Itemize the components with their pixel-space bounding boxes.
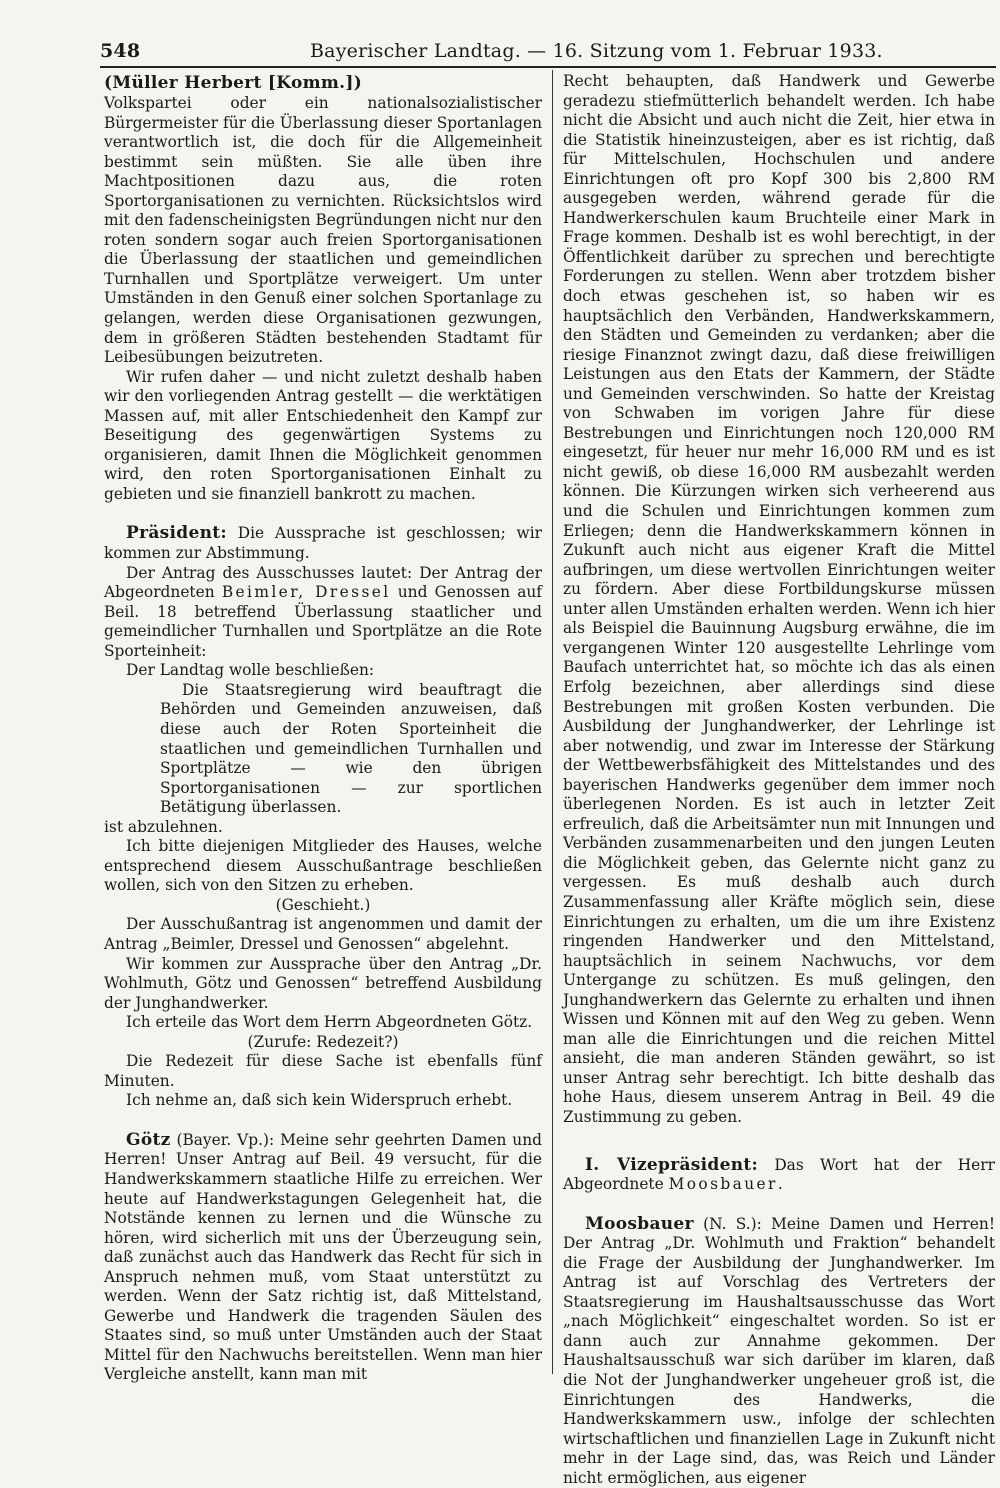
paragraph: Wir rufen daher — und nicht zuletzt deshalb haben wir den vorliegenden Antrag gestellt — die werktätigen Massen auf, mit aller Entschiedenheit den Kampf zur Beseitigung des gegenwärtigen Systems zu organisieren, damit Ihnen die Möglichkeit genommen wird, den roten Sportorganisationen Einhalt zu gebieten und sie finanziell bankrott zu machen. (104, 367, 542, 503)
running-head: Bayerischer Landtag. — 16. Sitzung vom 1. Februar 1933. (310, 40, 883, 62)
paragraph: Ich nehme an, daß sich kein Widerspruch erhebt. (126, 1091, 513, 1110)
header-rule (100, 66, 996, 68)
left-column (104, 72, 542, 1385)
paragraph: Präsident: Die Aussprache ist geschlossen; wir kommen zur Abstimmung. (104, 523, 542, 563)
motion-text: Die Staatsregierung wird beauftragt die Behörden und Gemeinden anzuweisen, daß diese auch der Roten Sporteinheit die staatlichen und gemeindlichen Turnhallen und Sportplätze — wie den übrigen Sportorganisationen — zur sportlichen Betätigung überlassen. (160, 680, 542, 817)
paragraph: Ich erteile das Wort dem Herrn Abgeordneten Götz. (126, 1013, 533, 1032)
paragraph: Volkspartei oder ein nationalsozialistischer Bürgermeister für die Überlassung dieser Sportanlagen verantwortlich ist, die doch für die Allgemeinheit bestimmt sein müßten. Sie alle üben ihre Machtpositionen dazu aus, die roten Sportorganisationen zu vernichten. Rücksichtslos wird mit den fadenscheinigsten Begründungen nicht nur den roten sondern sogar auch freien Sportorganisationen die Überlassung der staatlichen und gemeindlichen Turnhallen und Sportplätze verweigert. Um unter Umständen in den Genuß einer solchen Sportanlage zu gelangen, werden diese Organisationen gezwungen, dem in größeren Städten bestehenden Stadtamt für Leibesübungen beizutreten. (104, 94, 542, 367)
paragraph: Ich bitte diejenigen Mitglieder des Hauses, welche entsprechend diesem Ausschußantrage beschließen wollen, sich von den Sitzen zu erheben. (104, 837, 542, 895)
spaced-names: Beimler, Dressel (221, 583, 391, 602)
speaker-label: I. Vizepräsident: (585, 1154, 759, 1175)
page-header (100, 40, 996, 64)
stage-direction: (Zurufe: Redezeit?) (247, 1032, 399, 1051)
speaker-continuation-head: (Müller Herbert [Komm.]) (104, 73, 363, 93)
paragraph: Der Ausschußantrag ist angenommen und damit der Antrag „Beimler, Dressel und Genossen“ abgelehnt. (104, 915, 542, 953)
speaker-label: Moosbauer (585, 1213, 694, 1234)
stage-direction: (Geschieht.) (275, 895, 371, 914)
paragraph: Die Redezeit für diese Sache ist ebenfalls fünf Minuten. (104, 1052, 542, 1090)
page-number: 548 (100, 40, 141, 62)
paragraph: Der Landtag wolle beschließen: (126, 661, 375, 680)
right-column (563, 72, 995, 1488)
paragraph: ist abzulehnen. (104, 817, 223, 836)
paragraph: Recht behaupten, daß Handwerk und Gewerbe geradezu stiefmütterlich behandelt werden. Ich habe nicht die Absicht und auch nicht die Zeit, hier etwa in die Statistik hineinzusteigen, aber es ist richtig, daß für Mittelschulen, Hochschulen und andere Einrichtungen oft pro Kopf 300 bis 2,800 RM ausgegeben werden, während gerade für die Handwerkerschulen kaum Bruchteile einer Mark in Frage kommen. Deshalb ist es wohl berechtigt, in der Öffentlichkeit darüber zu sprechen und berechtigte Forderungen zu stellen. Wenn aber trotzdem bisher doch etwas geschehen ist, so haben wir es hauptsächlich den Verbänden, Handwerkskammern, den Städten und Gemeinden zu verdanken; aber die riesige Finanznot zwingt dazu, daß diese freiwilligen Leistungen aus den Etats der Kammern, der Städte und Gemeinden verschwinden. So hatte der Kreistag von Schwaben im vorigen Jahre für diese Bestrebungen und Einrichtungen noch 120,000 RM eingesetzt, für heuer nur mehr 16,000 RM und es ist nicht gewiß, ob diese 16,000 RM ausbezahlt werden können. Die Kürzungen wirken sich verheerend aus und die Schulen und Einrichtungen kommen zum Erliegen; denn die Handwerkskammern können in Zukunft auch nicht aus eigener Kraft die Mittel aufbringen, um diese wertvollen Einrichtungen weiter zu fördern. Aber diese Fortbildungskurse müssen unter allen Umständen erhalten werden. Wenn ich hier als Beispiel die Bauinnung Augsburg erwähne, die im vergangenen Winter 120 ausgestellte Lehrlinge vom Baufach unterrichtet hat, so möchte ich das als einen Erfolg bezeichnen, aber allerdings sind diese Bestrebungen mit großen Kosten verbunden. Die Ausbildung der Junghandwerker, der Lehrlinge ist aber notwendig, und zwar im Interesse der Stärkung der Wettbewerbsfähigkeit des Mittelstandes und des bayerischen Handwerks gegenüber dem immer noch überlegenen Norden. Es ist auch in letzter Zeit erfreulich, daß die Arbeitsämter nun mit Innungen und Verbänden zusammenarbeiten und den jungen Leuten die Möglichkeit geben, das Gelernte nicht ganz zu vergessen. Es muß deshalb auch durch Zusammenfassung aller Kräfte möglich sein, diese Einrichtungen zu erhalten, um die um ihre Existenz ringenden Handwerker und den Mittelstand, hauptsächlich in seinem Nachwuchs, vor dem Untergange zu schützen. Es muß gelingen, den Junghandwerkern das Gelernte zu erhalten und ihnen Wissen und Können mit auf den Weg zu geben. Wenn man alle die Einrichtungen und die reichen Mittel ansieht, die man anderen Ständen gewährt, so ist unser Antrag sehr berechtigt. Ich bitte deshalb das hohe Haus, diesem unserem Antrag in Beil. 49 die Zustimmung zu geben. (563, 72, 995, 1126)
paragraph: I. Vizepräsident: Das Wort hat der Herr Abgeordnete Moosbauer. (563, 1154, 995, 1194)
paragraph: Der Antrag des Ausschusses lautet: Der Antrag der Abgeordneten Beimler, Dressel und Genossen auf Beil. 18 betreffend Überlassung staatlicher und gemeindlicher Turnhallen und Sportplätze an die Rote Sporteinheit: (104, 563, 542, 660)
speaker-label: Präsident: (126, 523, 227, 544)
column-divider (552, 70, 553, 1374)
paragraph: Moosbauer (N. S.): Meine Damen und Herren! Der Antrag „Dr. Wohlmuth und Fraktion“ behandelt die Frage der Ausbildung der Junghandwerker. Im Antrag ist auf Vorschlag des Vertreters der Staatsregierung im Haushaltsausschusse das Wort „nach Möglichkeit“ eingeschaltet worden. So ist er dann auch zur Annahme gekommen. Der Haushaltsausschuß war sich darüber im klaren, daß die Not der Junghandwerker ungeheuer groß ist, die Einrichtungen des Handwerks, die Handwerkskammern usw., infolge der schlechten wirtschaftlichen und finanziellen Lage in Zukunft nicht mehr in der Lage sind, das, was Reich und Länder nicht ermöglichen, aus eigener (563, 1213, 995, 1487)
speaker-label: Götz (126, 1129, 171, 1150)
spaced-name: Moosbauer (668, 1175, 778, 1194)
paragraph: Wir kommen zur Aussprache über den Antrag „Dr. Wohlmuth, Götz und Genossen“ betreffend Ausbildung der Junghandwerker. (104, 954, 542, 1012)
paragraph: Götz (Bayer. Vp.): Meine sehr geehrten Damen und Herren! Unser Antrag auf Beil. 49 versucht, für die Handwerkskammern staatliche Hilfe zu erreichen. Wer heute auf Handwerkstagungen Gelegenheit hat, die Notstände kennen zu lernen und die Wünsche zu hören, wird sicherlich mit uns der Überzeugung sein, daß zunächst auch das Handwerk das Recht für sich in Anspruch nehmen muß, vom Staat unterstützt zu werden. Wenn der Satz richtig ist, daß Mittelstand, Gewerbe und Handwerk die tragenden Säulen des Staates sind, so muß unter Umständen auch der Staat Mittel für den Nachwuchs bereitstellen. Wenn man hier Vergleiche anstellt, kann man mit (104, 1129, 542, 1384)
